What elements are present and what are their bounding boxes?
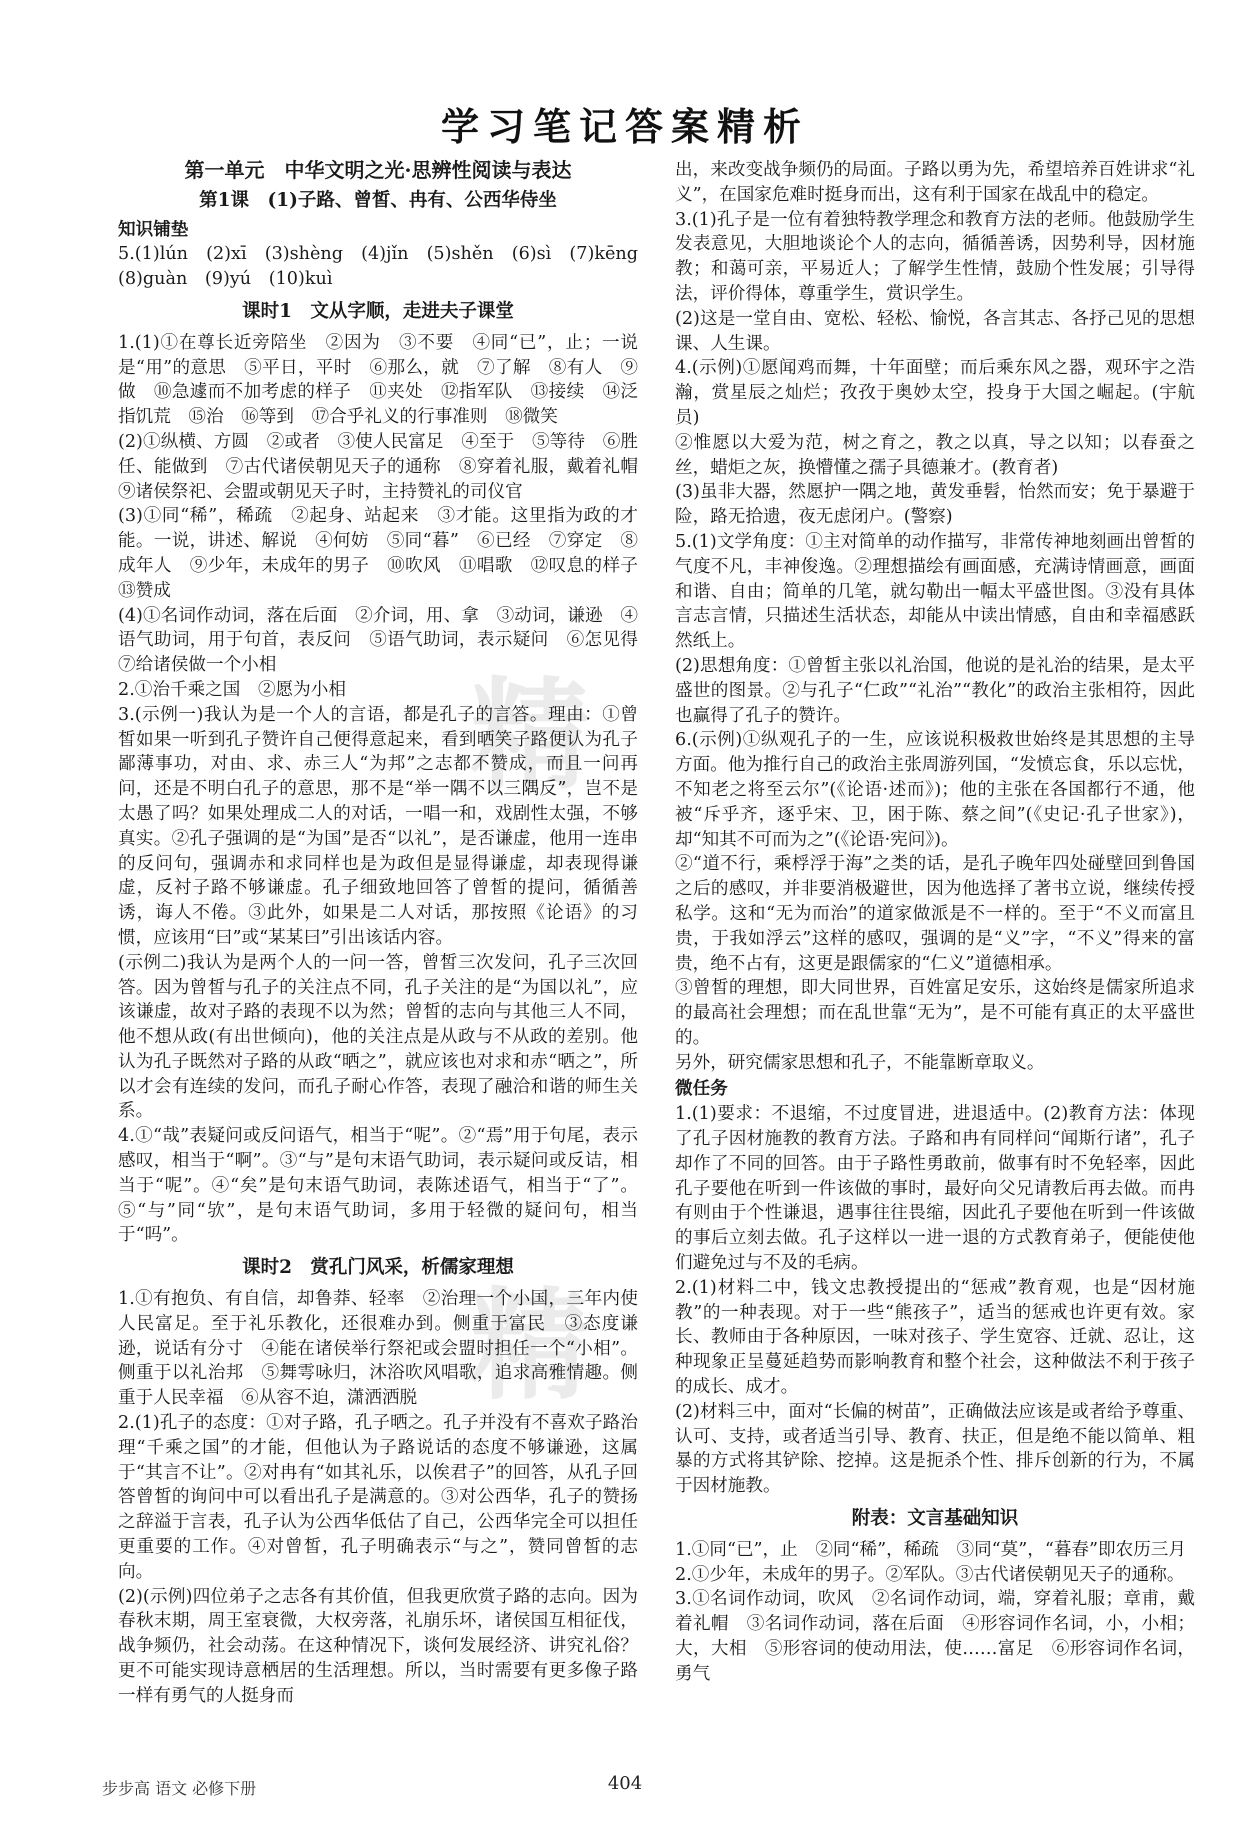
answer-item: 2.(1)孔子的态度：①对子路，孔子晒之。孔子并没有不喜欢子路治理“千乘之国”的才能，但他认为子路说话的态度不够谦逊，这属于“其言不让”。②对冉有“如其礼乐，以俟君子”的回答，从孔子回答曾皙的询问中可以看出孔子是满意的。③对公西华，孔子的赞扬之辞溢于言表，孔子认为公西华低估了自己，公西华完全可以担任更重要的工作。④对曾皙，孔子明确表示“与之”，赞同曾皙的志向。 (118, 1413, 638, 1582)
answer-item: (2)材料三中，面对“长偏的树苗”，正确做法应该是或者给予尊重、认可、支持，或者适当引导、教育、扶正，但是绝不能以简单、粗暴的方式将其铲除、挖掉。这是扼杀个性、排斥创新的行为，不属于因材施教。 (675, 1401, 1195, 1497)
answer-item: 1.①同“已”，止 ②同“稀”，稀疏 ③同“莫”，“暮春”即农历三月 (675, 1539, 1186, 1560)
answer-item: 另外，研究儒家思想和孔子，不能靠断章取义。 (675, 1052, 1045, 1073)
answer-item: 2.(1)材料二中，钱文忠教授提出的“惩戒”教育观，也是“因材施教”的一种表现。对于一些“熊孩子”，适当的惩戒也许更有效。家长、教师由于各种原因，一味对孩子、学生宽容、迁就、忍让，这种现象正呈蔓延趋势而影响教育和整个社会，这种做法不利于孩子的成长、成才。 (675, 1277, 1195, 1398)
answer-item: ②“道不行，乘桴浮于海”之类的话，是孔子晚年四处碰壁回到鲁国之后的感叹，并非要消极避世，因为他选择了著书立说，继续传授私学。这和“无为而治”的道家做派是不一样的。至于“不义而富且贵，于我如浮云”这样的感叹，强调的是“义”字，“不义”得来的富贵，绝不占有，这更是跟儒家的“仁义”道德相承。 (675, 854, 1195, 974)
watermark-upper: 精 (470, 667, 600, 806)
answer-item: 4.(示例)①愿闻鸡而舞，十年面壁；而后乘东风之器，观环宇之浩瀚，赏星辰之灿烂；孜孜于奥妙太空，投身于大国之崛起。(宇航员) (675, 358, 1195, 428)
answer-item: 4.①“哉”表疑问或反问语气，相当于“呢”。②“焉”用于句尾，表示感叹，相当于“啊”。③“与”是句末语气助词，表示疑问或反诘，相当于“呢”。④“矣”是句末语气助词，表陈述语气，相当于“了”。⑤“与”同“欤”，是句末语气助词，多用于轻微的疑问句，相当于“吗”。 (118, 1126, 638, 1246)
lesson-title: 第1课 (1)子路、曾皙、冉有、公西华侍坐 (199, 189, 557, 211)
answer-item: 5.(1)文学角度：①主对简单的动作描写，非常传神地刻画出曾皙的气度不凡，丰神俊逸。②理想描绘有画面感，充满诗情画意，画面和谐、自由；简单的几笔，就勾勒出一幅太平盛世图。③没有具体言志言情，只描述生活状态，却能从中读出情感，自由和幸福感跃然纸上。 (675, 531, 1195, 652)
answer-item: 3.①名词作动词，吹风 ②名词作动词，端，穿着礼服；章甫，戴着礼帽 ③名词作动词，落在后面 ④形容词作名词，小，小相；大，大相 ⑤形容词的使动用法，使……富足 ⑥形容词作名词，勇气 (675, 1589, 1195, 1684)
answer-item: (示例二)我认为是两个人的一问一答，曾皙三次发问，孔子三次回答。因为曾皙与孔子的关注点不同，孔子关注的是“为国以礼”，应该谦虚，故对子路的表现不以为然；曾皙的志向与其他三人不同，他不想从政(有出世倾向)，他的关注点是从政与不从政的差别。他认为孔子既然对子路的从政“晒之”，就应该也对求和赤“晒之”，所以才会有连续的发问，而孔子耐心作答，表现了融洽和谐的师生关系。 (118, 952, 638, 1122)
answer-item: 3.(示例一)我认为是一个人的言语，都是孔子的言答。理由：①曾皙如果一听到孔子赞许自己便得意起来，看到晒笑子路便认为孔子鄙薄事功，对由、求、赤三人“为邦”之志都不赞成，而且一问再问，还是不明白孔子的意思，那不是“举一隅不以三隅反”，岂不是太愚了吗？如果处理成二人的对话，一唱一和，戏剧性太强，不够真实。②孔子强调的是“为国”是否“以礼”，是否谦虚，他用一连串的反问句，强调赤和求同样也是为政但是显得谦虚，却表现得谦虚，反衬子路不够谦虚。孔子细致地回答了曾皙的提问，循循善诱，诲人不倦。③此外，如果是二人对话，那按照《论语》的习惯，应该用“曰”或“某某曰”引出该话内容。 (118, 704, 638, 948)
knowledge-item: 5.(1)lún (2)xī (3)shèng (4)jǐn (5)shěn (6)sì (7)kēng (8)guàn (9)yú (10)kuì (118, 244, 656, 290)
watermark-lower: 精 (470, 1277, 600, 1416)
page-title: 学习笔记答案精析 (440, 104, 809, 149)
answer-item: 6.(示例)①纵观孔子的一生，应该说积极救世始终是其思想的主导方面。他为推行自己的政治主张周游列国，“发愤忘食，乐以忘忧，不知老之将至云尔”(《论语·述而》)；他的主张在各国都行不通，他被“斥乎齐，逐乎宋、卫，困于陈、蔡之间”(《史记·孔子世家》)，却“知其不可而为之”(《论语·宪问》)。 (675, 730, 1195, 850)
answer-item: (2)(示例)四位弟子之志各有其价值，但我更欣赏子路的志向。因为春秋末期，周王室衰微，大权旁落，礼崩乐坏，诸侯国互相征伐，战争频仍，社会动荡。在这种情况下，谈何发展经济、讲究礼俗？更不可能实现诗意栖居的生活理想。所以，当时需要有更多像子路一样有勇气的人挺身而 (118, 1586, 638, 1706)
answer-item: (2)这是一堂自由、宽松、轻松、愉悦，各言其志、各抒己见的思想课、人生课。 (675, 308, 1195, 354)
answer-item: (2)①纵横、方圆 ②或者 ③使人民富足 ④至于 ⑤等待 ⑥胜任、能做到 ⑦古代诸侯朝见天子的通称 ⑧穿着礼服，戴着礼帽 ⑨诸侯祭祀、会盟或朝见天子时，主持赞礼的司仪官 (118, 431, 656, 502)
knowledge-heading: 知识铺垫 (118, 218, 189, 240)
right-column (675, 158, 1195, 1687)
appendix-title: 附表：文言基础知识 (851, 1508, 1019, 1530)
answer-item: 1.(1)要求：不退缩，不过度冒进，进退适中。(2)教育方法：体现了孔子因材施教的教育方法。子路和冉有同样问“闻斯行诸”，孔子却作了不同的回答。由于子路性勇敢前，做事有时不免轻率，因此孔子要他在听到一件该做的事时，最好向父兄请教后再去做。而冉有则由于个性谦退，遇事往往畏缩，因此孔子要他在听到一件该做的事后立刻去做。孔子这样以一进一退的方式教育弟子，便能使他们避免过与不及的毛病。 (675, 1104, 1195, 1274)
answer-item: 2.①少年，未成年的男子。②军队。③古代诸侯朝见天子的通称。 (675, 1564, 1185, 1585)
keshi1-title: 课时1 文从字顺，走进夫子课堂 (242, 300, 514, 322)
unit-title: 第一单元 中华文明之光·思辨性阅读与表达 (184, 158, 572, 182)
left-column (118, 158, 656, 1709)
answer-item: (3)虽非大器，然愿护一隅之地，黄发垂髫，怡然而安；免于暴避于险，路无拾遗，夜无虑闭户。(警察) (675, 482, 1195, 528)
answer-item: 1.(1)①在尊长近旁陪坐 ②因为 ③不要 ④同“已”，止；一说是“用”的意思 ⑤平日，平时 ⑥那么，就 ⑦了解 ⑧有人 ⑨做 ⑩急遽而不加考虑的样子 ⑪夹处 ⑫指军队 ⑬接续 ⑭泛指饥荒 ⑮治 ⑯等到 ⑰合乎礼义的行事准则 ⑱微笑 (118, 332, 638, 428)
answer-item: (4)①名词作动词，落在后面 ②介词，用、拿 ③动词，谦逊 ④语气助词，用于句首，表反问 ⑤语气助词，表示疑问 ⑥怎见得 ⑦给诸侯做一个小相 (118, 605, 656, 676)
answer-item: 2.①治千乘之国 ②愿为小相 (118, 679, 346, 700)
answer-item: (2)思想角度：①曾皙主张以礼治国，他说的是礼治的结果，是太平盛世的图景。②与孔子“仁政”“礼治”“教化”的政治主张相符，因此也赢得了孔子的赞许。 (675, 655, 1195, 726)
answer-continuation: 出，来改变战争频仍的局面。子路以勇为先，希望培养百姓讲求“礼义”，在国家危难时挺身而出，这有利于国家在战乱中的稳定。 (675, 160, 1195, 205)
keshi2-title: 课时2 赏孔门风采，析儒家理想 (242, 1257, 514, 1279)
answer-item: ②惟愿以大爱为范，树之育之，教之以真，导之以知；以春蚕之丝，蜡炬之灰，换懵懂之孺子具德兼才。(教育者) (675, 432, 1195, 478)
answer-item: ③曾皙的理想，即大同世界，百姓富足安乐，这始终是儒家所追求的最高社会理想；而在乱世靠“无为”，是不可能有真正的太平盛世的。 (675, 978, 1195, 1048)
answer-item: 3.(1)孔子是一位有着独特教学理念和教育方法的老师。他鼓励学生发表意见，大胆地谈论个人的志向，循循善诱，因势利导，因材施教；和蔼可亲，平易近人；了解学生性情，鼓励个性发展；引导得法，评价得体，尊重学生，赏识学生。 (675, 209, 1195, 304)
page-number: 404 (607, 1773, 643, 1794)
weirenwu-heading: 微任务 (675, 1078, 728, 1100)
answer-item: (3)①同“稀”，稀疏 ②起身、站起来 ③才能。这里指为政的才能。一说，讲述、解说 ④何妨 ⑤同“暮” ⑥已经 ⑦穿定 ⑧成年人 ⑨少年，未成年的男子 ⑩吹风 ⑪唱歌 ⑫叹息的样子 ⑬赞成 (118, 506, 656, 601)
footer-book-info: 步步高 语文 必修下册 (102, 1779, 257, 1798)
answer-item: 1.①有抱负、有自信，却鲁莽、轻率 ②治理一个小国，三年内使人民富足。至于礼乐教化，还很难办到。侧重于富民 ③态度谦逊，说话有分寸 ④能在诸侯举行祭祀或会盟时担任一个“小相”。侧重于以礼治邦 ⑤舞雩咏归，沐浴吹风唱歌，追求高雅情趣。侧重于人民幸福 ⑥从容不迫，潇洒洒脱 (118, 1289, 638, 1409)
